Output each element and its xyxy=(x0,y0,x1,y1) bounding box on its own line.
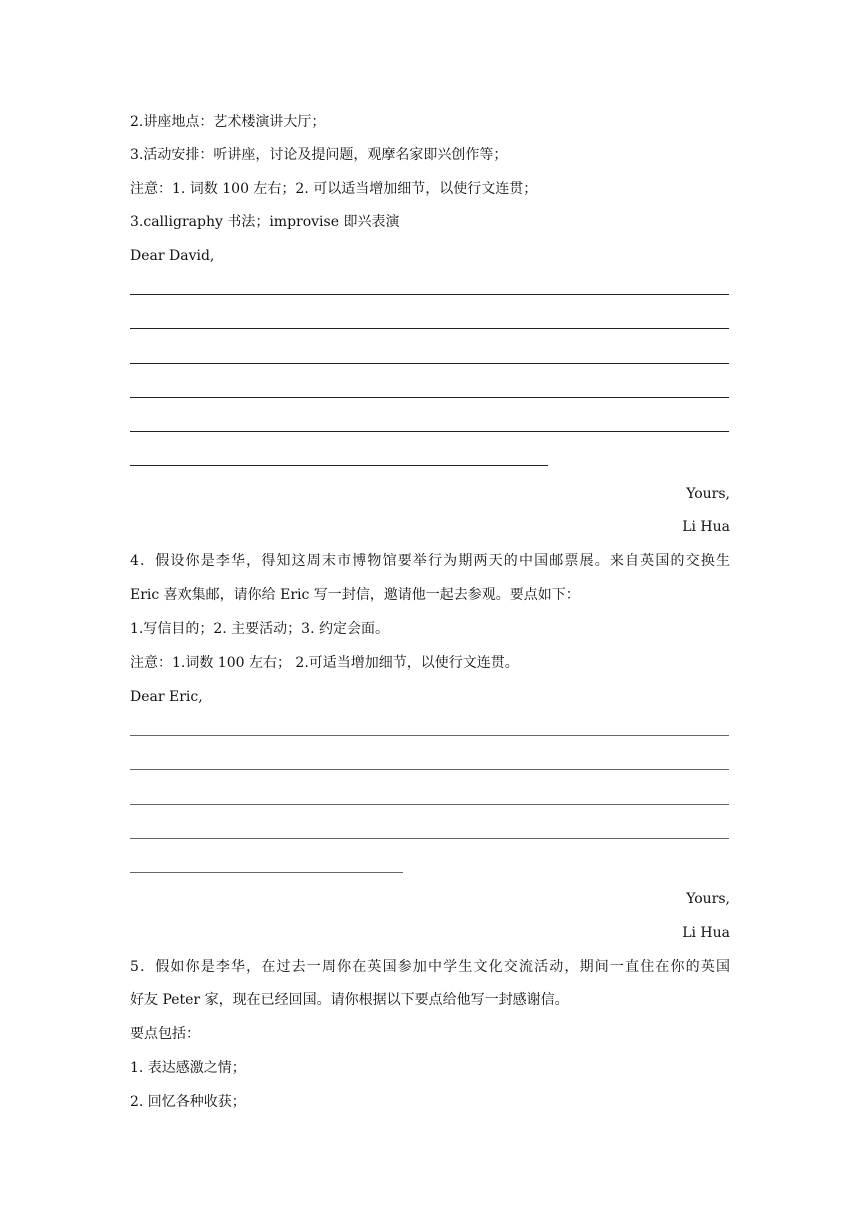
letter-salutation-eric: Dear Eric, xyxy=(130,689,203,705)
task4-points: 1.写信目的；2. 主要活动；3. 约定会面。 xyxy=(130,621,389,637)
task3-note: 注意：1. 词数 100 左右；2. 可以适当增加细节，以使行文连贯； xyxy=(130,181,538,197)
writing-line xyxy=(130,872,403,873)
task5-prompt-line2: 好友 Peter 家，现在已经回国。请你根据以下要点给他写一封感谢信。 xyxy=(130,992,569,1008)
writing-line xyxy=(130,431,729,432)
task4-note: 注意：1.词数 100 左右； 2.可适当增加细节，以使行文连贯。 xyxy=(130,655,519,671)
writing-line xyxy=(130,328,729,329)
task4-prompt-line1: 4．假设你是李华，得知这周末市博物馆要举行为期两天的中国邮票展。来自英国的交换生 xyxy=(130,553,730,569)
task5-points-heading: 要点包括： xyxy=(130,1026,200,1042)
task5-prompt-line1: 5．假如你是李华，在过去一周你在英国参加中学生文化交流活动，期间一直住在你的英国 xyxy=(130,959,730,975)
letter-closing: Yours, xyxy=(686,891,730,907)
letter-closing: Yours, xyxy=(686,486,730,502)
writing-line xyxy=(130,804,729,805)
lecture-location: 2.讲座地点：艺术楼演讲大厅； xyxy=(130,114,326,130)
task4-prompt-line2: Eric 喜欢集邮，请你给 Eric 写一封信，邀请他一起去参观。要点如下： xyxy=(130,587,580,603)
writing-line xyxy=(130,363,729,364)
task5-point-1: 1. 表达感激之情； xyxy=(130,1060,246,1076)
writing-line xyxy=(130,397,729,398)
task5-point-2: 2. 回忆各种收获； xyxy=(130,1094,246,1110)
writing-line xyxy=(130,465,548,466)
activity-arrangement: 3.活动安排：听讲座，讨论及提问题，观摩名家即兴创作等； xyxy=(130,147,508,163)
letter-salutation-david: Dear David, xyxy=(130,248,215,264)
writing-line xyxy=(130,294,729,295)
letter-signature: Li Hua xyxy=(682,925,730,941)
writing-line xyxy=(130,769,729,770)
writing-line xyxy=(130,838,729,839)
vocabulary-hint: 3.calligraphy 书法；improvise 即兴表演 xyxy=(130,214,400,230)
letter-signature: Li Hua xyxy=(682,519,730,535)
writing-line xyxy=(130,735,729,736)
